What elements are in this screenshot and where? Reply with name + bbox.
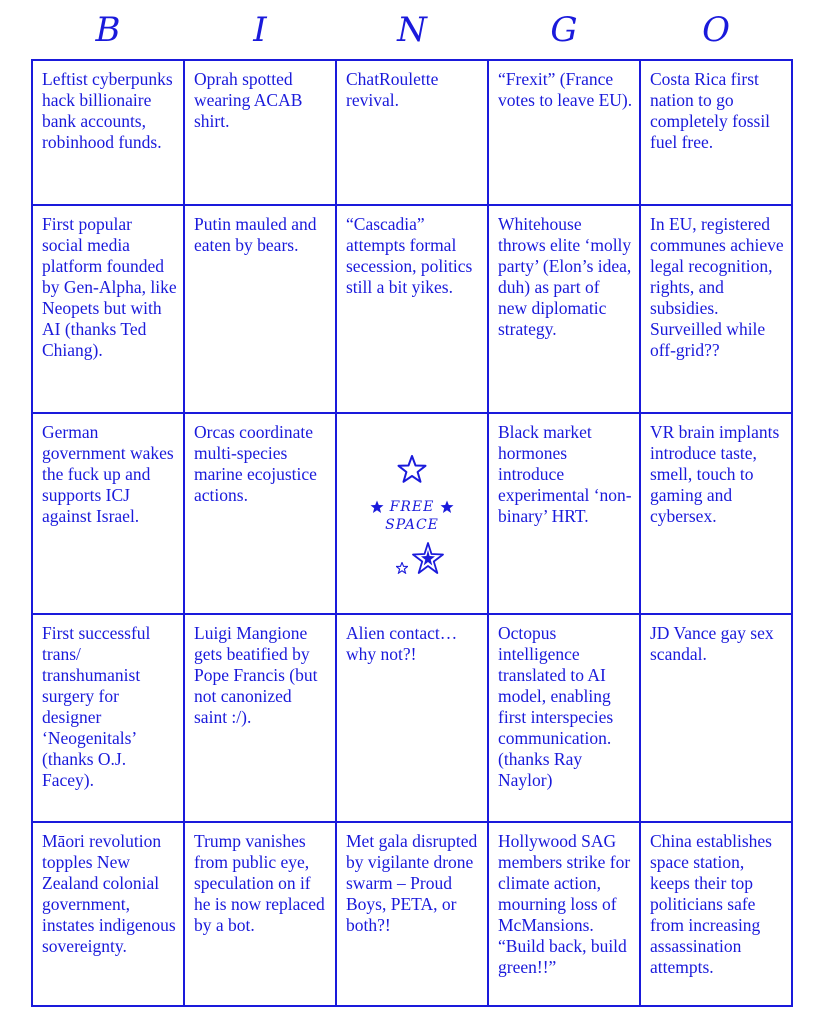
bingo-cell[interactable]: Costa Rica first nation to go completely fossil fuel free. bbox=[641, 61, 791, 206]
bingo-board bbox=[31, 59, 793, 1007]
bingo-cell[interactable]: Orcas coordinate multi-species marine ecojustice actions. bbox=[185, 414, 337, 615]
bingo-cell[interactable]: Oprah spotted wearing ACAB shirt. bbox=[185, 61, 337, 206]
bingo-cell[interactable]: Hollywood SAG members strike for climate action, mourning loss of McMansions. “Build back, build green!!” bbox=[489, 823, 641, 1005]
header-letter-i: I bbox=[253, 10, 267, 50]
bingo-cell[interactable]: VR brain implants introduce taste, smell, touch to gaming and cybersex. bbox=[641, 414, 791, 615]
bingo-cell[interactable]: First successful trans/ transhumanist surgery for designer ‘Neogenitals’ (thanks O.J. Facey). bbox=[33, 615, 185, 823]
bingo-cell[interactable]: “Cascadia” attempts formal secession, politics still a bit yikes. bbox=[337, 206, 489, 414]
free-space-line1: FREE bbox=[389, 498, 435, 515]
star-outline-icon bbox=[397, 454, 427, 484]
star-filled-icon bbox=[440, 500, 454, 514]
bingo-cell[interactable]: German government wakes the fuck up and supports ICJ against Israel. bbox=[33, 414, 185, 615]
header-letter-g: G bbox=[550, 10, 578, 50]
bingo-cell[interactable]: Luigi Mangione gets beatified by Pope Francis (but not canonized saint :/). bbox=[185, 615, 337, 823]
bingo-cell[interactable]: ChatRoulette revival. bbox=[337, 61, 489, 206]
bingo-cell[interactable]: Trump vanishes from public eye, speculation on if he is now replaced by a bot. bbox=[185, 823, 337, 1005]
header-letter-o: O bbox=[702, 10, 730, 50]
bingo-cell[interactable]: “Frexit” (France votes to leave EU). bbox=[489, 61, 641, 206]
bingo-cell[interactable]: Octopus intelligence translated to AI model, enabling first interspecies communication. (thanks Ray Naylor) bbox=[489, 615, 641, 823]
bingo-cell[interactable]: Māori revolution topples New Zealand colonial government, instates indigenous sovereignty. bbox=[33, 823, 185, 1005]
bingo-cell[interactable]: China establishes space station, keeps their top politicians safe from increasing assassination attempts. bbox=[650, 831, 772, 977]
bingo-cell[interactable]: Whitehouse throws elite ‘molly party’ (Elon’s idea, duh) as part of new diplomatic strategy. bbox=[489, 206, 641, 414]
bingo-cell[interactable]: JD Vance gay sex scandal. bbox=[641, 615, 791, 823]
free-space-cell[interactable] bbox=[337, 414, 489, 615]
small-star-outline-icon bbox=[396, 562, 408, 574]
sparkle-star-icon bbox=[412, 542, 444, 574]
bingo-header bbox=[32, 4, 792, 56]
bingo-cell[interactable]: Alien contact… why not?! bbox=[337, 615, 489, 823]
header-letter-n: N bbox=[397, 10, 427, 50]
free-space-line2: SPACE bbox=[385, 516, 439, 533]
bingo-cell[interactable]: Leftist cyberpunks hack billionaire bank accounts, robinhood funds. bbox=[33, 61, 185, 206]
bingo-cell[interactable]: In EU, registered communes achieve legal recognition, rights, and subsidies. Surveilled while off-grid?? bbox=[641, 206, 791, 414]
bingo-cell[interactable]: Putin mauled and eaten by bears. bbox=[185, 206, 337, 414]
star-filled-icon bbox=[370, 500, 384, 514]
bingo-cell[interactable]: Black market hormones introduce experimental ‘non-binary’ HRT. bbox=[489, 414, 641, 615]
header-letter-b: B bbox=[95, 10, 121, 50]
bingo-cell[interactable]: Met gala disrupted by vigilante drone swarm – Proud Boys, PETA, or both?! bbox=[337, 823, 489, 1005]
bingo-cell[interactable]: First popular social media platform founded by Gen-Alpha, like Neopets but with AI (thanks Ted Chiang). bbox=[33, 206, 185, 414]
